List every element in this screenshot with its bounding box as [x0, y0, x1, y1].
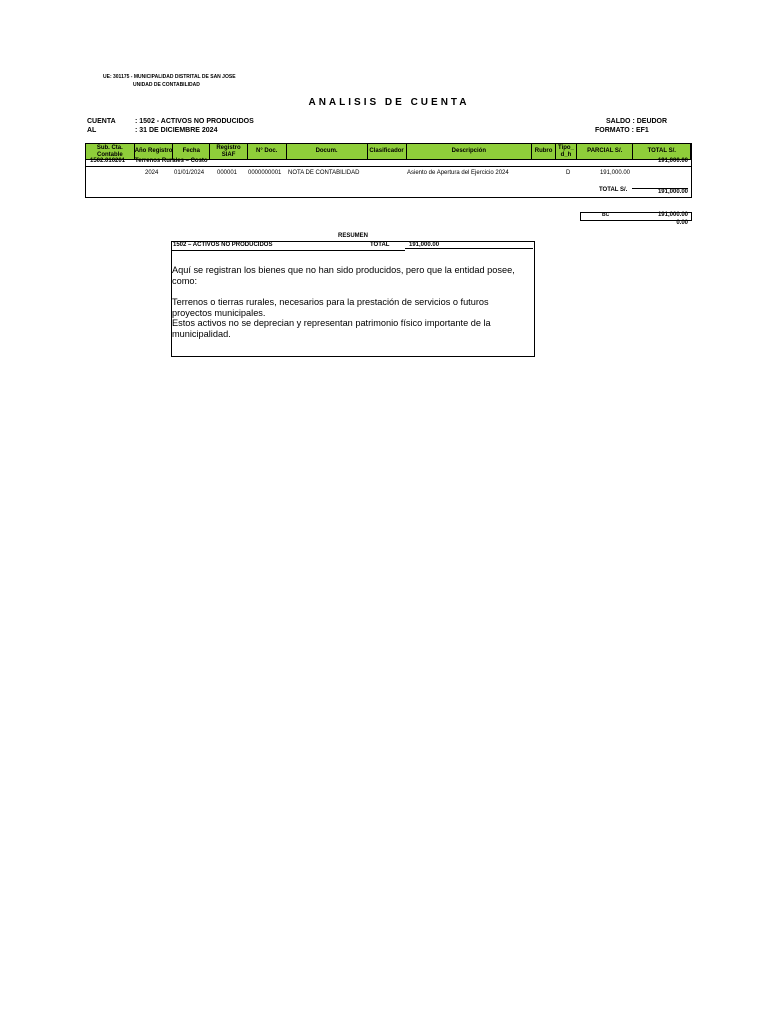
- col-rubro: Rubro: [532, 144, 556, 160]
- cuenta-value: : 1502 - ACTIVOS NO PRODUCIDOS: [135, 118, 254, 125]
- unit-name: UNIDAD DE CONTABILIDAD: [133, 82, 200, 88]
- bc-value: 191,000.00: [657, 212, 688, 218]
- page-title: ANALISIS DE CUENTA: [308, 97, 470, 108]
- resumen-total-value: 191,000.00: [405, 242, 533, 249]
- row-descripcion: Asiento de Apertura del Ejercicio 2024: [407, 170, 509, 176]
- resumen-para3: Estos activos no se deprecian y representan patrimonio físico importante de la municipalidad.: [172, 318, 491, 339]
- row-fecha: 01/01/2024: [174, 170, 205, 176]
- col-anio: Año Registro: [134, 144, 173, 160]
- col-tipo: Tipo_ d_h: [556, 144, 577, 160]
- bc-diff: 0.00: [676, 220, 688, 226]
- col-parcial: PARCIAL S/.: [576, 144, 633, 160]
- resumen-total-label: TOTAL: [370, 242, 390, 248]
- al-label: AL: [87, 127, 97, 134]
- resumen-para1: Aquí se registran los bienes que no han sido producidos, pero que la entidad posee, como:: [172, 265, 515, 286]
- col-ndoc: N° Doc.: [247, 144, 286, 160]
- bc-label: BC: [602, 212, 610, 218]
- group-name: Terrenos Rurales – Costo: [135, 158, 208, 164]
- group-code: 1502.010201: [90, 158, 126, 164]
- row-parcial: 191,000.00: [599, 170, 630, 176]
- row-tipo: D: [566, 170, 571, 176]
- resumen-title: RESUMEN: [337, 233, 368, 239]
- row-docum: NOTA DE CONTABILIDAD: [288, 170, 360, 176]
- total-value: 191,000.00: [632, 188, 688, 195]
- col-sub-cta: Sub. Cta. Contable: [86, 144, 135, 160]
- col-fecha: Fecha: [173, 144, 210, 160]
- row-siaf: 000001: [217, 170, 238, 176]
- saldo-info: SALDO : DEUDOR: [606, 118, 668, 125]
- col-descripcion: Descripción: [406, 144, 532, 160]
- row-ndoc: 0000000001: [248, 170, 282, 176]
- cuenta-label: CUENTA: [87, 118, 116, 125]
- col-docum: Docum.: [286, 144, 367, 160]
- resumen-para2: Terrenos o tierras rurales, necesarios para la prestación de servicios o futuros proyectos municipales.: [172, 297, 489, 318]
- entity-name: UE: 301175 - MUNICIPALIDAD DISTRITAL DE SAN JOSE: [103, 74, 236, 80]
- resumen-divider: [171, 250, 405, 251]
- al-value: : 31 DE DICIEMBRE 2024: [135, 127, 218, 134]
- group-total: 191,000.00: [657, 158, 688, 164]
- formato-info: FORMATO : EF1: [595, 127, 649, 134]
- resumen-account: 1502 – ACTIVOS NO PRODUCIDOS: [173, 242, 273, 248]
- col-siaf: Registro SIAF: [210, 144, 248, 160]
- total-label: TOTAL S/.: [599, 187, 628, 193]
- row-anio: 2024: [145, 170, 159, 176]
- col-total: TOTAL S/.: [633, 144, 691, 160]
- col-clasificador: Clasificador: [367, 144, 406, 160]
